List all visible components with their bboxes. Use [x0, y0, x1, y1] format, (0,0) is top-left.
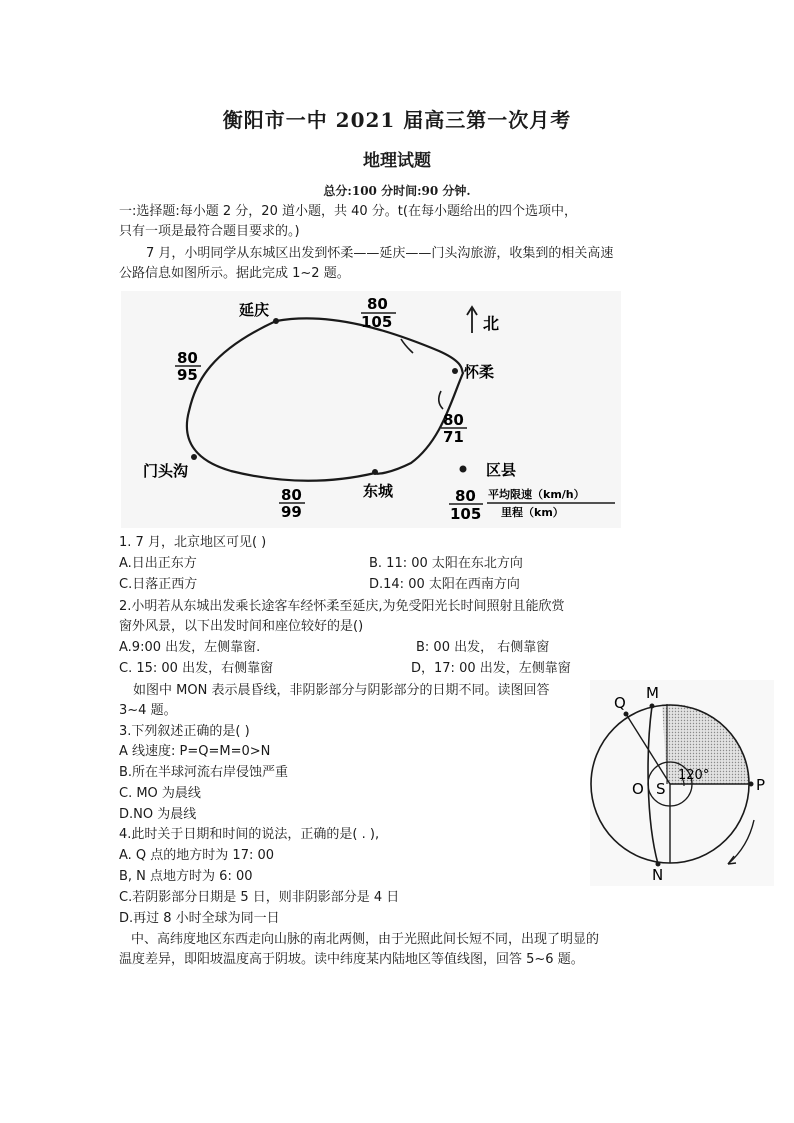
page-subtitle: 地理试题: [363, 151, 431, 171]
polar-view-figure: [590, 680, 774, 886]
q3-option-d: D.NO 为晨线: [119, 807, 197, 822]
q2-stem-line1: 2.小明若从东城出发乘长途客车经怀柔至延庆,为免受阳光长时间照射且能欣赏: [119, 599, 565, 614]
intro-3-line1: 中、高纬度地区东西走向山脉的南北两侧，由于光照此间长短不同，出现了明显的: [131, 932, 600, 947]
rotation-arrow-icon: [728, 820, 754, 864]
route-map-svg: [121, 291, 621, 528]
point-p-dot: [749, 782, 754, 787]
page-title: 衡阳市一中 2021 届高三第一次月考: [222, 108, 572, 132]
city-huairou: 怀柔: [464, 363, 495, 381]
yanqing-dot: [273, 318, 279, 324]
polar-view-svg: [590, 680, 774, 886]
legend-distance-value: 105: [450, 505, 482, 523]
score-time-note: 总分:100 分时间:90 分钟.: [323, 184, 471, 198]
legend-speed-value: 80: [455, 487, 476, 505]
intro-1-line1: 7 月，小明同学从东城区出发到怀柔——延庆——门头沟旅游，收集到的相关高速: [146, 246, 614, 261]
q1-stem: 1. 7 月，北京地区可见( ): [119, 535, 267, 550]
q1-option-c: C.日落正西方: [119, 577, 198, 592]
left-speed: 80: [177, 349, 198, 367]
q2-option-d: D，17: 00 出发，左侧靠窗: [411, 661, 571, 676]
legend-speed-label: 平均限速（km/h）: [488, 488, 585, 501]
q2-option-a: A.9:00 出发，左侧靠窗.: [119, 640, 261, 655]
legend-county-dot: [460, 466, 467, 473]
q3-option-b: B.所在半球河流右岸侵蚀严重: [119, 765, 289, 780]
bottom-speed: 80: [281, 486, 302, 504]
label-n: N: [652, 866, 664, 884]
q4-option-b: B, N 点地方时为 6: 00: [119, 869, 253, 884]
label-q: Q: [614, 694, 626, 712]
q3-option-c: C. MO 为晨线: [119, 786, 201, 801]
section-instruction-line2: 只有一项是最符合题目要求的。): [119, 224, 300, 239]
q2-option-c: C. 15: 00 出发，右侧靠窗: [119, 661, 274, 676]
left-distance: 95: [177, 366, 198, 384]
q3-stem: 3.下列叙述正确的是( ): [119, 724, 250, 739]
point-q-dot: [624, 712, 629, 717]
q3-option-a: A 线速度: P=Q=M=0>N: [119, 744, 271, 759]
city-dongcheng: 东城: [363, 482, 394, 500]
q1-option-b: B. 11: 00 太阳在东北方向: [369, 556, 523, 571]
city-yanqing: 延庆: [239, 301, 270, 319]
label-s: S: [656, 780, 666, 798]
label-p: P: [756, 776, 766, 794]
right-segment-tick: [439, 391, 443, 409]
route-loop: [187, 318, 463, 480]
q1-option-d: D.14: 00 太阳在西南方向: [369, 577, 520, 592]
legend-county-label: 区县: [486, 461, 517, 479]
huairou-dot: [452, 368, 458, 374]
q4-stem: 4.此时关于日期和时间的说法，正确的是( . ),: [119, 827, 380, 842]
q4-option-c: C.若阴影部分日期是 5 日，则非阴影部分是 4 日: [119, 890, 400, 905]
legend-distance-label: 里程（km）: [501, 506, 564, 519]
city-mentougou: 门头沟: [143, 462, 189, 480]
right-speed: 80: [443, 411, 464, 429]
label-angle: 120°: [678, 768, 710, 783]
intro-2-line1: 如图中 MON 表示晨昏线，非阴影部分与阴影部分的日期不同。读图回答: [133, 683, 550, 698]
top-distance: 105: [361, 313, 393, 331]
q1-option-a: A.日出正东方: [119, 556, 197, 571]
intro-1-line2: 公路信息如图所示。据此完成 1~2 题。: [119, 266, 350, 281]
label-o: O: [632, 780, 644, 798]
point-m-dot: [650, 704, 655, 709]
q4-option-d: D.再过 8 小时全球为同一日: [119, 911, 280, 926]
route-map-figure: [121, 291, 621, 528]
bottom-distance: 99: [281, 503, 302, 521]
top-speed: 80: [367, 295, 388, 313]
intro-3-line2: 温度差异，即阳坡温度高于阴坡。读中纬度某内陆地区等值线图，回答 5~6 题。: [119, 952, 584, 967]
label-m: M: [646, 684, 659, 702]
q4-option-a: A. Q 点的地方时为 17: 00: [119, 848, 275, 863]
mentougou-dot: [191, 454, 197, 460]
north-arrow-icon: [467, 307, 477, 333]
q2-stem-line2: 窗外风景，以下出发时间和座位较好的是(): [119, 619, 364, 634]
dongcheng-dot: [372, 469, 378, 475]
section-instruction-line1: 一:选择题:每小题 2 分，20 道小题，共 40 分。t(在每小题给出的四个选项中，: [119, 204, 577, 219]
right-distance: 71: [443, 428, 464, 446]
north-label: 北: [483, 314, 500, 333]
q2-option-b: B: 00 出发， 右侧靠窗: [416, 640, 550, 655]
intro-2-line2: 3~4 题。: [119, 703, 177, 718]
